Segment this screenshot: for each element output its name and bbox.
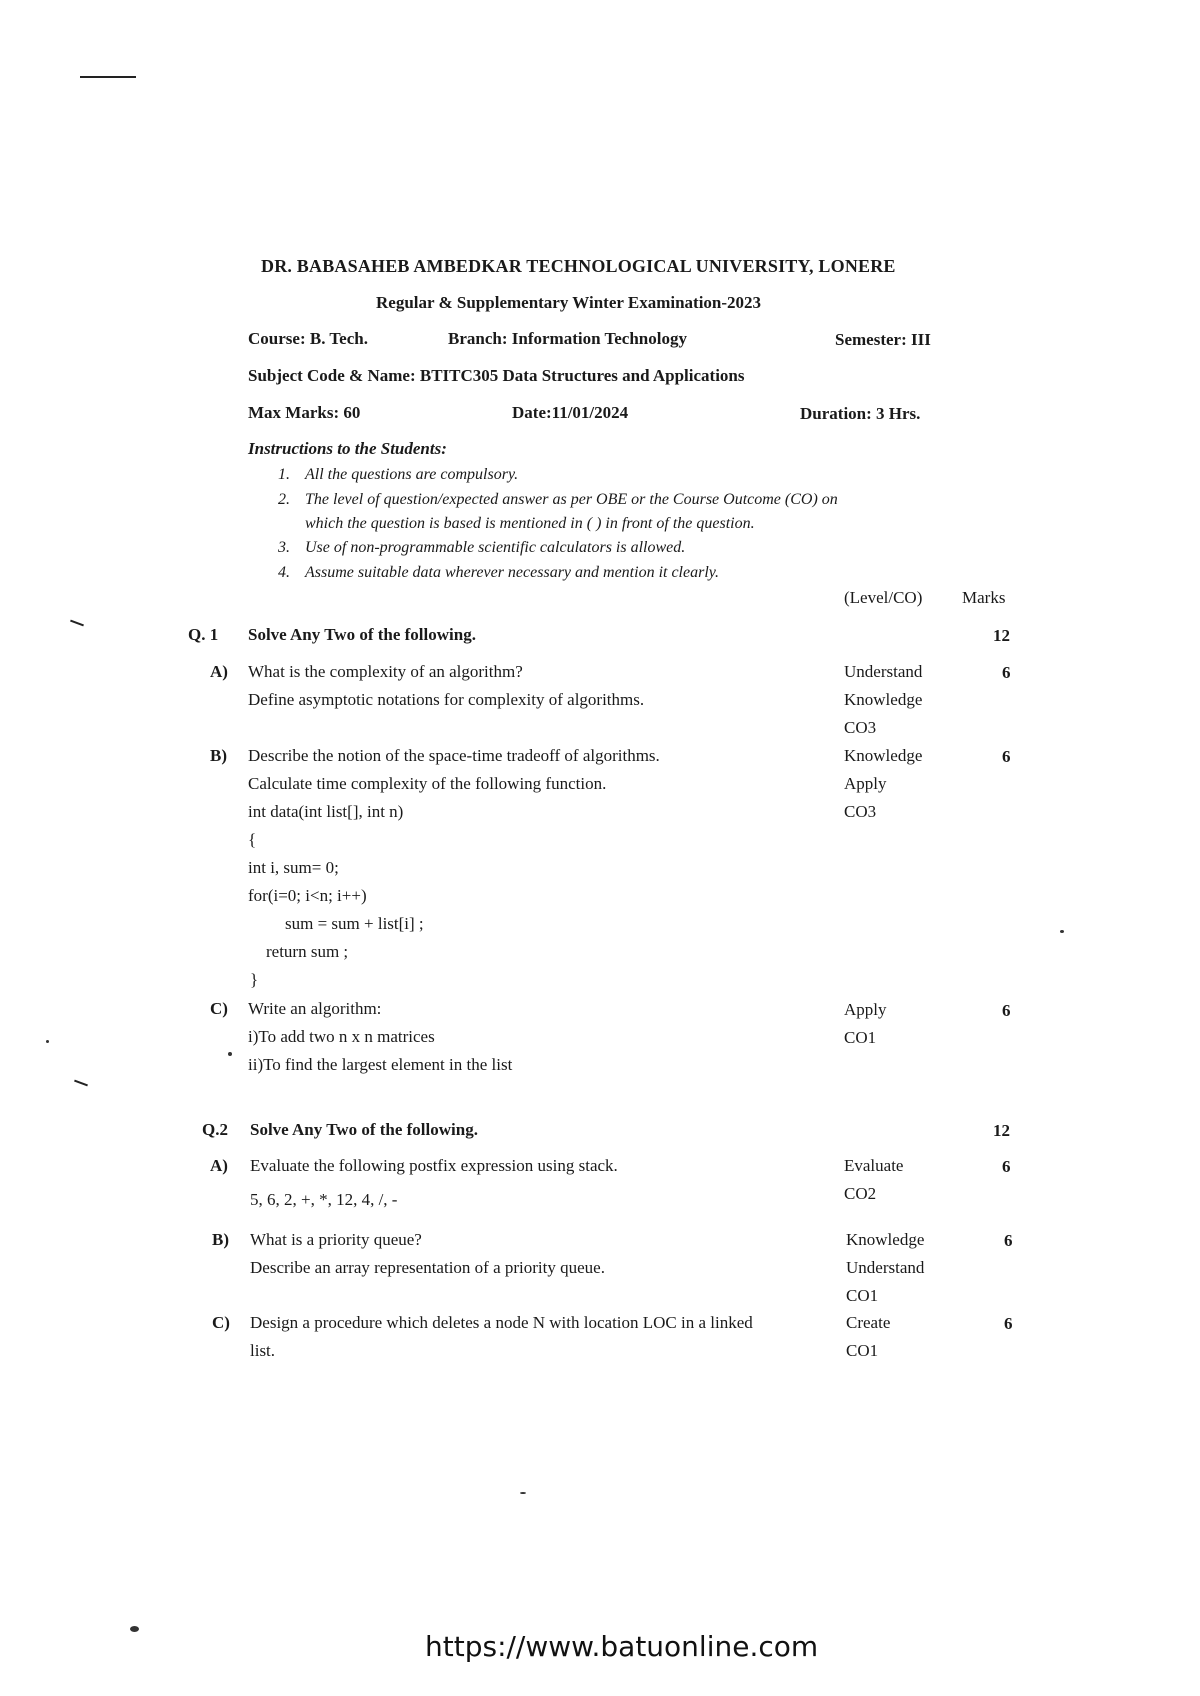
scan-dot xyxy=(130,1626,139,1632)
scan-dot xyxy=(228,1052,232,1056)
q2a-expression: 5, 6, 2, +, *, 12, 4, /, - xyxy=(250,1190,398,1209)
instruction-num: 4. xyxy=(278,564,290,581)
q2b-level: Understand xyxy=(846,1258,925,1277)
q1a-co: CO3 xyxy=(844,718,877,737)
university-name: DR. BABASAHEB AMBEDKAR TECHNOLOGICAL UNIVERSITY, LONERE xyxy=(261,256,896,276)
instruction-text: The level of question/expected answer as per OBE or the Course Outcome (CO) on xyxy=(305,491,838,508)
scan-mark xyxy=(74,1080,88,1087)
q1b-marks: 6 xyxy=(1002,747,1011,766)
instruction-text: All the questions are compulsory. xyxy=(305,466,519,483)
instructions-title: Instructions to the Students: xyxy=(248,439,447,458)
code-line: int i, sum= 0; xyxy=(248,858,339,877)
code-line: sum = sum + list[i] ; xyxy=(285,914,424,933)
q1a-line: What is the complexity of an algorithm? xyxy=(248,662,523,681)
q1b-label: B) xyxy=(210,746,227,765)
q1b-co: CO3 xyxy=(844,802,877,821)
branch: Branch: Information Technology xyxy=(448,329,687,348)
q1a-line: Define asymptotic notations for complexity of algorithms. xyxy=(248,690,645,709)
q2-title: Solve Any Two of the following. xyxy=(250,1120,478,1139)
course: Course: B. Tech. xyxy=(248,329,368,348)
max-marks: Max Marks: 60 xyxy=(248,403,361,422)
code-line: } xyxy=(250,970,259,989)
q1a-marks: 6 xyxy=(1002,663,1011,682)
instruction-text-cont: which the question is based is mentioned in ( ) in front of the question. xyxy=(305,515,755,532)
q1b-line: Calculate time complexity of the following function. xyxy=(248,774,607,793)
q2a-co: CO2 xyxy=(844,1184,877,1203)
q2-marks: 12 xyxy=(993,1121,1010,1140)
code-line: for(i=0; i<n; i++) xyxy=(248,886,367,905)
q2a-level: Evaluate xyxy=(844,1156,904,1175)
q1c-label: C) xyxy=(210,999,228,1018)
q2c-label: C) xyxy=(212,1313,230,1332)
q1a-level: Understand xyxy=(844,662,923,681)
q1c-co: CO1 xyxy=(844,1028,877,1047)
code-line: return sum ; xyxy=(266,942,349,961)
scan-dot xyxy=(46,1040,49,1043)
q2c-level: Create xyxy=(846,1313,891,1332)
scan-mark xyxy=(80,76,136,78)
q2a-marks: 6 xyxy=(1002,1157,1011,1176)
q2b-marks: 6 xyxy=(1004,1231,1013,1250)
q1c-marks: 6 xyxy=(1002,1001,1011,1020)
q2a-line: Evaluate the following postfix expression using stack. xyxy=(250,1156,618,1175)
q1c-line: Write an algorithm: xyxy=(248,999,382,1018)
q1-marks: 12 xyxy=(993,626,1010,645)
semester: Semester: III xyxy=(835,330,931,349)
q1-number: Q. 1 xyxy=(188,625,219,644)
q1-title: Solve Any Two of the following. xyxy=(248,625,476,644)
subject: Subject Code & Name: BTITC305 Data Structures and Applications xyxy=(248,366,745,385)
q2b-level: Knowledge xyxy=(846,1230,925,1249)
q2b-line: Describe an array representation of a priority queue. xyxy=(250,1258,605,1277)
instruction-text: Assume suitable data wherever necessary and mention it clearly. xyxy=(305,564,719,581)
instruction-num: 3. xyxy=(278,539,290,556)
q2c-marks: 6 xyxy=(1004,1314,1013,1333)
q2-number: Q.2 xyxy=(202,1120,228,1139)
q1c-line: ii)To find the largest element in the list xyxy=(248,1055,513,1074)
scan-dot xyxy=(1060,930,1064,933)
level-co-header: (Level/CO) xyxy=(844,588,923,607)
q2c-line: list. xyxy=(250,1341,276,1360)
scan-dot xyxy=(520,1492,526,1494)
instruction-text: Use of non-programmable scientific calculators is allowed. xyxy=(305,539,686,556)
instruction-num: 1. xyxy=(278,466,290,483)
footer-url[interactable]: https://www.batuonline.com xyxy=(425,1630,819,1663)
q1a-level: Knowledge xyxy=(844,690,923,709)
q1b-level: Apply xyxy=(844,774,887,793)
code-line: int data(int list[], int n) xyxy=(248,802,404,821)
exam-date: Date:11/01/2024 xyxy=(512,403,629,422)
instruction-num: 2. xyxy=(278,491,290,508)
q1c-level: Apply xyxy=(844,1000,887,1019)
duration: Duration: 3 Hrs. xyxy=(800,404,921,423)
marks-header: Marks xyxy=(962,588,1006,607)
q1a-label: A) xyxy=(210,662,228,681)
q1b-level: Knowledge xyxy=(844,746,923,765)
q2c-line: Design a procedure which deletes a node N with location LOC in a linked xyxy=(250,1313,753,1332)
q2b-line: What is a priority queue? xyxy=(250,1230,422,1249)
scan-mark xyxy=(70,620,84,627)
q1b-line: Describe the notion of the space-time tradeoff of algorithms. xyxy=(248,746,660,765)
q2a-label: A) xyxy=(210,1156,228,1175)
q1c-line: i)To add two n x n matrices xyxy=(248,1027,435,1046)
code-line: { xyxy=(248,830,257,849)
q2b-co: CO1 xyxy=(846,1286,879,1305)
q2b-label: B) xyxy=(212,1230,229,1249)
q2c-co: CO1 xyxy=(846,1341,879,1360)
exam-title: Regular & Supplementary Winter Examination-2023 xyxy=(376,293,762,312)
